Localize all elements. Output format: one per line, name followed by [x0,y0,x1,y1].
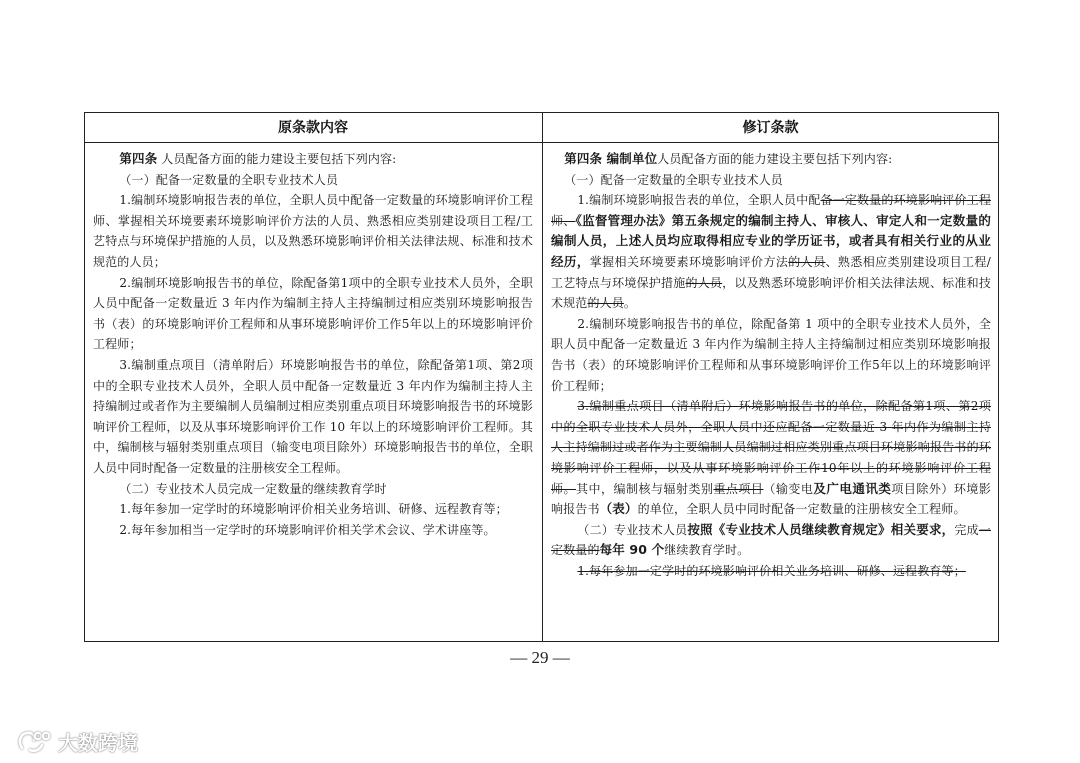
header-divider [84,142,999,143]
left-item-2: 2.编制环境影响报告书的单位，除配备第1项中的全职专业技术人员外，全职人员中配备一定数量近 3 年内作为编制主持人主持编制过相应类别环境影响报告书（表）的环境影响评价工程师和从事环境影响评价工作5年以上的环境影响评价工程师； [93,275,533,352]
header-original-clause: 原条款内容 [278,120,348,136]
original-clause-column [93,149,533,540]
right-article-intro: 第四条 编制单位人员配备方面的能力建设主要包括下列内容: [564,151,893,166]
left-article-title: 第四条 [119,151,158,166]
revised-clause-column [551,149,991,581]
watermark-logo [16,726,138,756]
header-revised-clause: 修订条款 [742,120,799,136]
left-section-2-item-2: 2.每年参加相当一定学时的环境影响评价相关学术会议、学术讲座等。 [119,522,496,537]
watermark-brand-icon [16,728,52,754]
right-item-3: 3.编制重点项目（清单附后）环境影响报告书的单位，除配备第1项、第2项中的全职专业技术人员外，全职人员中还应配备一定数量近 3 年内作为编制主持人主持编制过或者作为主要编制人员编制过相应类别重点项目环境影响报告书的环境影响评价工程师，以及从事环境影响评价工作10年以上的环境影响评价工程师。其中，编制核与辐射类别重点项目（输变电及广电通讯类项目除外）环境影响报告书（表）的单位，全职人员中同时配备一定数量的注册核安全工程师。 [551,399,991,517]
right-article-title: 第四条 [564,151,603,166]
left-section-2-item-1: 1.每年参加一定学时的环境影响评价相关业务培训、研修、远程教育等； [119,502,508,517]
page-number: — 29 — [510,648,570,667]
left-section-2-heading: （二）专业技术人员完成一定数量的继续教育学时 [119,481,387,496]
right-section-1-heading: （一）配备一定数量的全职专业技术人员 [564,172,783,187]
left-item-3: 3.编制重点项目（清单附后）环境影响报告书的单位，除配备第1项、第2项中的全职专业技术人员外，全职人员中配备一定数量近 3 年内作为编制主持人主持编制过或者作为主要编制人员编制过相应类别重点项目环境影响报告书的环境影响评价工程师，以及从事环境影响评价工作 10 年以上的环境影响评价工程师。其中，编制核与辐射类别重点项目（输变电项目除外）环境影响报告书的单位，全职人员中同时配备一定数量的注册核安全工程师。 [93,357,533,475]
watermark-text: 大数跨境 [58,730,138,755]
left-section-1-heading: （一）配备一定数量的全职专业技术人员 [119,172,339,187]
column-divider [542,112,543,642]
right-section-2-item-1: 1.每年参加一定学时的环境影响评价相关业务培训、研修、远程教育等； [577,563,966,578]
left-article-intro: 第四条 人员配备方面的能力建设主要包括下列内容: [119,151,397,166]
right-section-2-heading: （二）专业技术人员按照《专业技术人员继续教育规定》相关要求，完成一定数量的每年 90 个继续教育学时。 [551,521,991,558]
left-item-1: 1.编制环境影响报告表的单位，全职人员中配备一定数量的环境影响评价工程师、掌握相关环境要素环境影响评价方法的人员、熟悉相应类别建设项目工程/工艺特点与环境保护措施的人员，以及熟悉环境影响评价相关法律法规、标准和技术规范的人员； [93,193,533,269]
right-item-1: 1.编制环境影响报告表的单位，全职人员中配备一定数量的环境影响评价工程师、《监督管理办法》第五条规定的编制主持人、审核人、审定人和一定数量的编制人员，上述人员均应取得相应专业的学历证书，或者具有相关行业的从业经历，掌握相关环境要素环境影响评价方法的人员、熟悉相应类别建设项目工程/工艺特点与环境保护措施的人员，以及熟悉环境影响评价相关法律法规、标准和技术规范的人员。 [551,193,992,311]
right-item-2: 2.编制环境影响报告书的单位，除配备第 1 项中的全职专业技术人员外，全职人员中配备一定数量近 3 年内作为编制主持人主持编制过相应类别环境影响报告书（表）的环境影响评价工程师和从事环境影响评价工作5年以上的环境影响评价工程师； [551,316,991,393]
